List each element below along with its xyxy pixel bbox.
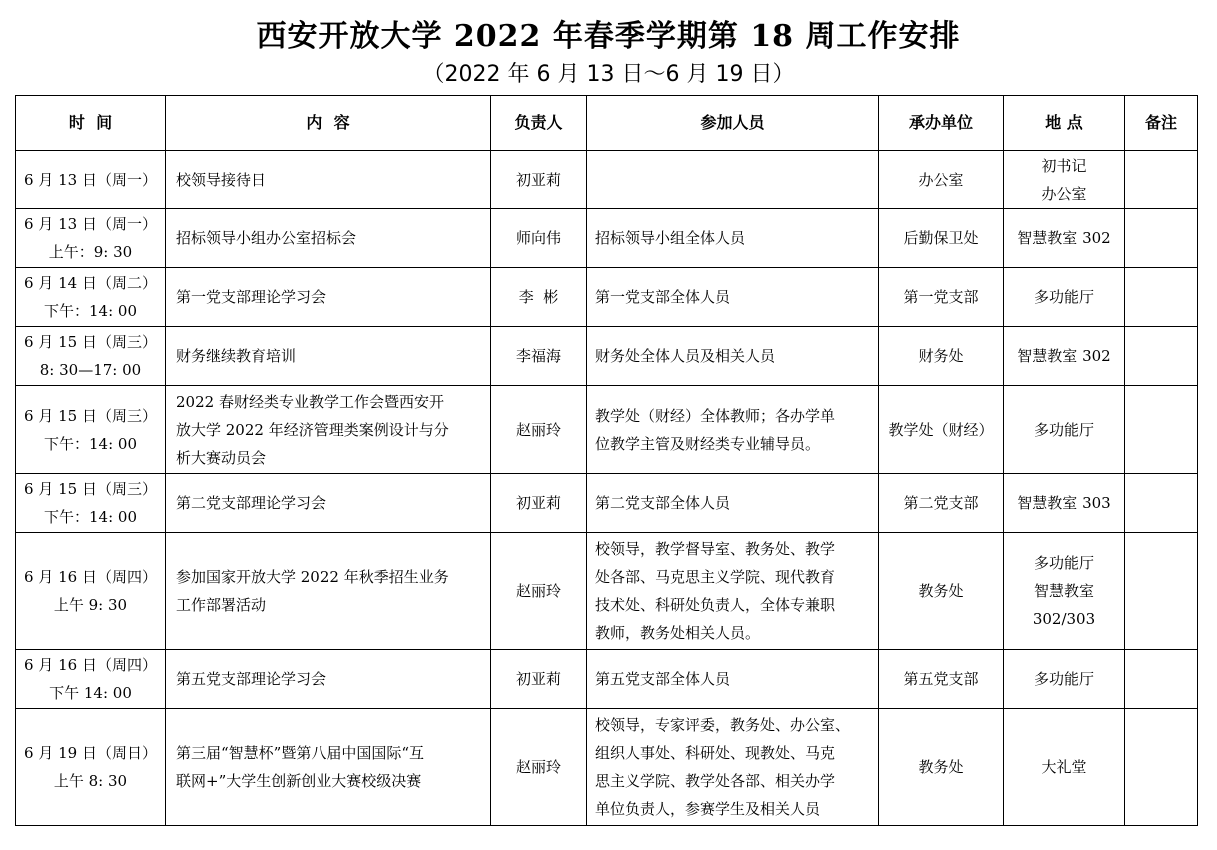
cell-time (16, 151, 166, 209)
cell-notes (1125, 709, 1198, 826)
cell-content-line: 校领导接待日 (176, 170, 267, 189)
cell-organizer: 办公室 (879, 151, 1004, 209)
cell-time (16, 209, 166, 268)
cell-location (1004, 327, 1125, 386)
cell-location-line: 多功能厅 (1033, 554, 1094, 572)
cell-organizer: 第二党支部 (879, 474, 1004, 533)
cell-location-line: 初书记 (1041, 156, 1087, 175)
cell-content (166, 151, 491, 209)
cell-owner: 李 彬 (491, 268, 587, 327)
cell-location (1004, 268, 1125, 327)
cell-participants-line: 处各部、马克思主义学院、现代教育 (595, 568, 836, 586)
cell-organizer: 教学处（财经） (879, 386, 1004, 474)
cell-content (166, 709, 491, 826)
cell-content (166, 650, 491, 709)
cell-time (16, 533, 166, 650)
cell-content-line: 财务继续教育培训 (176, 347, 297, 365)
header-time: 时 间 (16, 96, 166, 151)
cell-content-line: 析大赛动员会 (176, 448, 267, 467)
cell-organizer: 第一党支部 (879, 268, 1004, 327)
table-row (16, 151, 1198, 209)
cell-time-line: 8: 30—17: 00 (39, 361, 142, 379)
cell-location-line: 智慧教室 302 (1017, 229, 1111, 247)
cell-participants-line: 技术处、科研处负责人，全体专兼职 (595, 596, 836, 614)
header-content: 内 容 (166, 96, 491, 151)
cell-time-line: 6 月 13 日（周一） (24, 215, 157, 233)
cell-participants (587, 209, 879, 268)
cell-notes (1125, 386, 1198, 474)
cell-location-line: 智慧教室 303 (1017, 494, 1111, 512)
cell-content (166, 386, 491, 474)
cell-notes (1125, 151, 1198, 209)
cell-location (1004, 533, 1125, 650)
cell-organizer: 教务处 (879, 533, 1004, 650)
cell-time-line: 下午：14: 00 (44, 434, 137, 453)
header-participants: 参加人员 (587, 96, 879, 151)
cell-time (16, 474, 166, 533)
cell-content-line: 放大学 2022 年经济管理类案例设计与分 (176, 420, 449, 439)
cell-location-line: 办公室 (1041, 184, 1087, 203)
cell-participants-line: 位教学主管及财经类专业辅导员。 (595, 434, 821, 453)
cell-participants (587, 709, 879, 826)
cell-participants (587, 268, 879, 327)
cell-time-line: 6 月 16 日（周四） (24, 656, 157, 674)
cell-time-line: 6 月 16 日（周四） (24, 568, 157, 586)
cell-location-line: 302/303 (1032, 610, 1096, 628)
cell-content (166, 209, 491, 268)
cell-content (166, 327, 491, 386)
cell-organizer: 财务处 (879, 327, 1004, 386)
table-row (16, 327, 1198, 386)
cell-participants-line: 财务处全体人员及相关人员 (595, 347, 776, 365)
cell-time-line: 6 月 15 日（周三） (24, 480, 157, 498)
cell-location-line: 智慧教室 302 (1017, 347, 1111, 365)
cell-time-line: 下午：14: 00 (44, 302, 137, 320)
table-row (16, 709, 1198, 826)
header-row (16, 96, 1198, 151)
cell-notes (1125, 209, 1198, 268)
cell-location-line: 大礼堂 (1041, 758, 1087, 776)
header-notes: 备注 (1125, 96, 1198, 151)
cell-owner: 初亚莉 (491, 474, 587, 533)
cell-content-line: 招标领导小组办公室招标会 (176, 229, 357, 247)
cell-content-line: 第一党支部理论学习会 (176, 288, 327, 306)
cell-participants (587, 151, 879, 209)
table-row (16, 474, 1198, 533)
schedule-body (16, 151, 1198, 826)
cell-participants-line: 校领导，专家评委，教务处、办公室、 (595, 716, 851, 734)
cell-content-line: 第三届“智慧杯”暨第八届中国国际“互 (176, 744, 425, 762)
cell-time-line: 6 月 14 日（周二） (24, 274, 157, 292)
cell-owner: 赵丽玲 (491, 533, 587, 650)
schedule-table (15, 95, 1198, 826)
cell-location-line: 多功能厅 (1033, 288, 1094, 306)
cell-content-line: 第二党支部理论学习会 (176, 494, 327, 512)
cell-owner: 师向伟 (491, 209, 587, 268)
table-row (16, 268, 1198, 327)
cell-content (166, 533, 491, 650)
cell-participants-line: 第五党支部全体人员 (595, 670, 731, 688)
cell-notes (1125, 650, 1198, 709)
table-row (16, 386, 1198, 474)
cell-participants (587, 533, 879, 650)
header-owner: 负责人 (491, 96, 587, 151)
cell-time (16, 386, 166, 474)
cell-location-line: 多功能厅 (1033, 670, 1094, 688)
cell-participants-line: 第二党支部全体人员 (595, 494, 731, 512)
table-row (16, 533, 1198, 650)
cell-owner: 李福海 (491, 327, 587, 386)
cell-participants-line: 第一党支部全体人员 (595, 288, 731, 306)
cell-participants (587, 386, 879, 474)
cell-organizer: 后勤保卫处 (879, 209, 1004, 268)
cell-time-line: 上午 8: 30 (53, 772, 128, 790)
cell-participants-line: 教师，教务处相关人员。 (595, 624, 761, 642)
cell-location-line: 智慧教室 (1033, 582, 1094, 600)
cell-notes (1125, 268, 1198, 327)
cell-location (1004, 151, 1125, 209)
cell-content-line: 第五党支部理论学习会 (176, 670, 327, 688)
cell-participants-line: 单位负责人，参赛学生及相关人员 (595, 800, 821, 818)
cell-time (16, 650, 166, 709)
cell-location (1004, 650, 1125, 709)
cell-location (1004, 386, 1125, 474)
cell-time-line: 上午：9: 30 (48, 243, 133, 261)
cell-notes (1125, 327, 1198, 386)
header-organizer: 承办单位 (879, 96, 1004, 151)
cell-organizer: 第五党支部 (879, 650, 1004, 709)
cell-participants-line: 组织人事处、科研处、现教处、马克 (595, 744, 836, 762)
cell-participants (587, 650, 879, 709)
cell-participants (587, 327, 879, 386)
cell-content-line: 工作部署活动 (176, 596, 267, 614)
cell-time (16, 268, 166, 327)
cell-content (166, 268, 491, 327)
cell-location (1004, 709, 1125, 826)
cell-time-line: 6 月 19 日（周日） (24, 744, 157, 762)
cell-owner: 初亚莉 (491, 151, 587, 209)
cell-time-line: 下午：14: 00 (44, 508, 137, 526)
cell-participants-line: 教学处（财经）全体教师；各办学单 (595, 406, 836, 425)
cell-organizer: 教务处 (879, 709, 1004, 826)
cell-content (166, 474, 491, 533)
cell-time-line: 上午 9: 30 (53, 596, 128, 614)
cell-time-line: 下午 14: 00 (49, 684, 132, 702)
cell-content-line: 参加国家开放大学 2022 年秋季招生业务 (176, 568, 449, 586)
cell-time (16, 709, 166, 826)
page-subtitle: （2022 年 6 月 13 日～6 月 19 日） (422, 62, 795, 87)
cell-participants-line: 思主义学院、教学处各部、相关办学 (595, 772, 836, 790)
cell-participants-line: 校领导，教学督导室、教务处、教学 (595, 540, 836, 558)
cell-owner: 初亚莉 (491, 650, 587, 709)
cell-time-line: 6 月 15 日（周三） (24, 406, 157, 425)
cell-participants (587, 474, 879, 533)
cell-owner: 赵丽玲 (491, 709, 587, 826)
cell-content-line: 2022 春财经类专业教学工作会暨西安开 (176, 392, 444, 411)
cell-time-line: 6 月 13 日（周一） (24, 170, 157, 189)
cell-location (1004, 209, 1125, 268)
cell-owner: 赵丽玲 (491, 386, 587, 474)
cell-time-line: 6 月 15 日（周三） (24, 333, 157, 351)
cell-content-line: 联网+”大学生创新创业大赛校级决赛 (176, 772, 422, 790)
header-location: 地 点 (1004, 96, 1125, 151)
page-title: 西安开放大学 2022 年春季学期第 18 周工作安排 (256, 19, 961, 54)
cell-participants-line: 招标领导小组全体人员 (595, 229, 746, 247)
cell-location (1004, 474, 1125, 533)
cell-notes (1125, 474, 1198, 533)
cell-location-line: 多功能厅 (1033, 420, 1094, 439)
table-row (16, 209, 1198, 268)
cell-notes (1125, 533, 1198, 650)
cell-time (16, 327, 166, 386)
table-row (16, 650, 1198, 709)
